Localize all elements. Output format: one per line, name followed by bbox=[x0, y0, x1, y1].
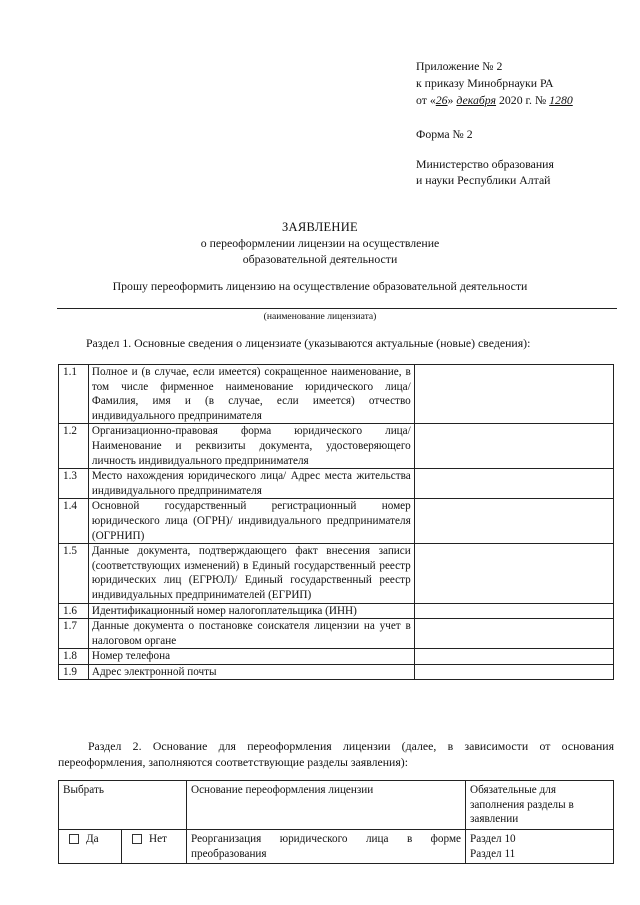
table-row bbox=[59, 424, 614, 469]
table-header-row bbox=[59, 781, 614, 830]
sections-header: Обязательные для заполнения разделы в заявлении bbox=[466, 781, 614, 830]
table-row bbox=[59, 619, 614, 649]
row-value-field[interactable] bbox=[414, 365, 613, 424]
section-ref: Раздел 11 bbox=[470, 847, 516, 860]
table-row bbox=[59, 649, 614, 665]
row-number: 1.7 bbox=[59, 619, 89, 649]
sections-cell bbox=[466, 830, 614, 864]
row-description: Адрес электронной почты bbox=[88, 664, 414, 680]
row-number: 1.1 bbox=[59, 365, 89, 424]
row-value-field[interactable] bbox=[414, 664, 613, 680]
order-month: декабря bbox=[456, 93, 497, 107]
row-value-field[interactable] bbox=[414, 603, 613, 619]
table-row bbox=[59, 499, 614, 544]
table-row bbox=[59, 365, 614, 424]
row-value-field[interactable] bbox=[414, 499, 613, 544]
document-subtitle-1: о переоформлении лицензии на осуществление bbox=[200, 236, 440, 250]
row-number: 1.2 bbox=[59, 424, 89, 469]
yes-checkbox[interactable] bbox=[69, 834, 79, 844]
row-description: Данные документа, подтверждающего факт внесения записи (соответствующих изменений) в Единый государственный реестр юридических лиц (ЕГРЮЛ)/ Единый государственный реестр индивидуальных предпринимателей (ЕГРИП) bbox=[88, 544, 414, 603]
table-row bbox=[59, 830, 614, 864]
row-number: 1.6 bbox=[59, 603, 89, 619]
row-description: Номер телефона bbox=[88, 649, 414, 665]
row-value-field[interactable] bbox=[414, 649, 613, 665]
row-number: 1.9 bbox=[59, 664, 89, 680]
row-number: 1.5 bbox=[59, 544, 89, 603]
row-number: 1.4 bbox=[59, 499, 89, 544]
licensee-name-line[interactable] bbox=[57, 308, 617, 309]
order-day: 26 bbox=[435, 93, 448, 107]
row-value-field[interactable] bbox=[414, 544, 613, 603]
document-subtitle-2: образовательной деятельности bbox=[242, 252, 398, 266]
choose-header: Выбрать bbox=[59, 781, 187, 830]
annex-line-3: от «26» декабря 2020 г. № 1280 bbox=[416, 93, 573, 107]
addressee-line-2: и науки Республики Алтай bbox=[416, 173, 551, 187]
section-ref: Раздел 10 bbox=[470, 833, 516, 845]
section-1-title: Раздел 1. Основные сведения о лицензиате (указываются актуальные (новые) сведения): bbox=[86, 336, 531, 350]
row-description: Организационно-правовая форма юридического лица/ Наименование и реквизиты документа, удостоверяющего личность индивидуального предпринимателя bbox=[88, 424, 414, 469]
row-description: Данные документа о постановке соискателя лицензии на учет в налоговом органе bbox=[88, 619, 414, 649]
no-label: Нет bbox=[149, 833, 167, 845]
licensee-name-caption: (наименование лицензиата) bbox=[263, 311, 377, 322]
table-row bbox=[59, 603, 614, 619]
annex-line-1: Приложение № 2 bbox=[416, 59, 503, 73]
table-row bbox=[59, 469, 614, 499]
form-number: Форма № 2 bbox=[416, 127, 473, 141]
no-cell bbox=[122, 830, 187, 864]
document-title: ЗАЯВЛЕНИЕ bbox=[282, 220, 358, 234]
annex-line-2: к приказу Минобрнауки РА bbox=[416, 76, 554, 90]
row-value-field[interactable] bbox=[414, 424, 613, 469]
addressee bbox=[416, 156, 616, 188]
row-description: Место нахождения юридического лица/ Адрес места жительства индивидуального предпринимателя bbox=[88, 469, 414, 499]
table-row bbox=[59, 664, 614, 680]
row-value-field[interactable] bbox=[414, 469, 613, 499]
order-number: 1280 bbox=[549, 93, 573, 107]
basis-header: Основание переоформления лицензии bbox=[187, 781, 466, 830]
row-description: Полное и (в случае, если имеется) сокращенное наименование, в том числе фирменное наименование юридического лица/Фамилия, имя и (в случае, если имеется) отчество индивидуального предпринимателя bbox=[88, 365, 414, 424]
section-1-table bbox=[58, 364, 614, 680]
no-checkbox[interactable] bbox=[132, 834, 142, 844]
request-text: Прошу переоформить лицензию на осуществление образовательной деятельности bbox=[112, 279, 528, 293]
row-number: 1.8 bbox=[59, 649, 89, 665]
addressee-line-1: Министерство образования bbox=[416, 157, 554, 171]
section-2-title: Раздел 2. Основание для переоформления лицензии (далее, в зависимости от основания переоформления, заполняются соответствующие разделы заявления): bbox=[58, 739, 614, 769]
yes-label: Да bbox=[86, 833, 99, 845]
basis-cell: Реорганизация юридического лица в форме преобразования bbox=[187, 830, 466, 864]
row-description: Основной государственный регистрационный номер юридического лица (ОГРН)/ индивидуального предпринимателя (ОГРНИП) bbox=[88, 499, 414, 544]
row-value-field[interactable] bbox=[414, 619, 613, 649]
row-description: Идентификационный номер налогоплательщика (ИНН) bbox=[88, 603, 414, 619]
section-2-table bbox=[58, 780, 614, 864]
annex-header bbox=[416, 58, 616, 109]
table-row bbox=[59, 544, 614, 603]
row-number: 1.3 bbox=[59, 469, 89, 499]
yes-cell bbox=[59, 830, 122, 864]
